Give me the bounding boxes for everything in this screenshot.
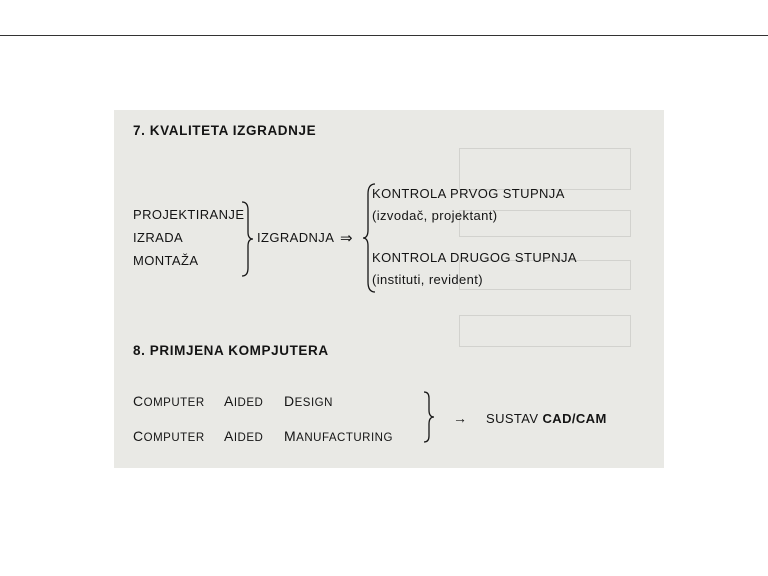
cam-row-manufacturing: MANUFACTURING	[284, 428, 393, 444]
cad-row-design: DESIGN	[284, 393, 333, 409]
first-level-control: KONTROLA PRVOG STUPNJA	[372, 186, 565, 201]
section-8-heading: 8. PRIMJENA KOMPJUTERA	[133, 343, 329, 358]
left-item-montaza: MONTAŽA	[133, 253, 199, 268]
result-arrow: →	[453, 410, 468, 426]
cad-row-aided: AIDED	[224, 393, 264, 409]
implies-arrow: ⇒	[340, 230, 353, 247]
left-item-izrada: IZRADA	[133, 230, 184, 245]
izgradnja-label: IZGRADNJA	[257, 230, 335, 245]
first-level-detail: (izvodač, projektant)	[372, 208, 498, 223]
section-7-heading: 7. KVALITETA IZGRADNJE	[133, 123, 317, 138]
cad-row-computer: COMPUTER	[133, 393, 205, 409]
bleed-through-sketch	[459, 148, 631, 190]
bleed-through-sketch	[459, 315, 631, 347]
cam-row-computer: COMPUTER	[133, 428, 205, 444]
result-label: SUSTAV CAD/CAM	[486, 411, 607, 426]
right-brace-left-items	[240, 200, 254, 278]
right-brace-cad-cam	[422, 390, 436, 444]
top-rule	[0, 35, 768, 36]
scanned-page	[114, 110, 664, 468]
left-item-projektiranje: PROJEKTIRANJE	[133, 207, 245, 222]
second-level-control: KONTROLA DRUGOG STUPNJA	[372, 250, 577, 265]
second-level-detail: (instituti, revident)	[372, 272, 483, 287]
cam-row-aided: AIDED	[224, 428, 264, 444]
